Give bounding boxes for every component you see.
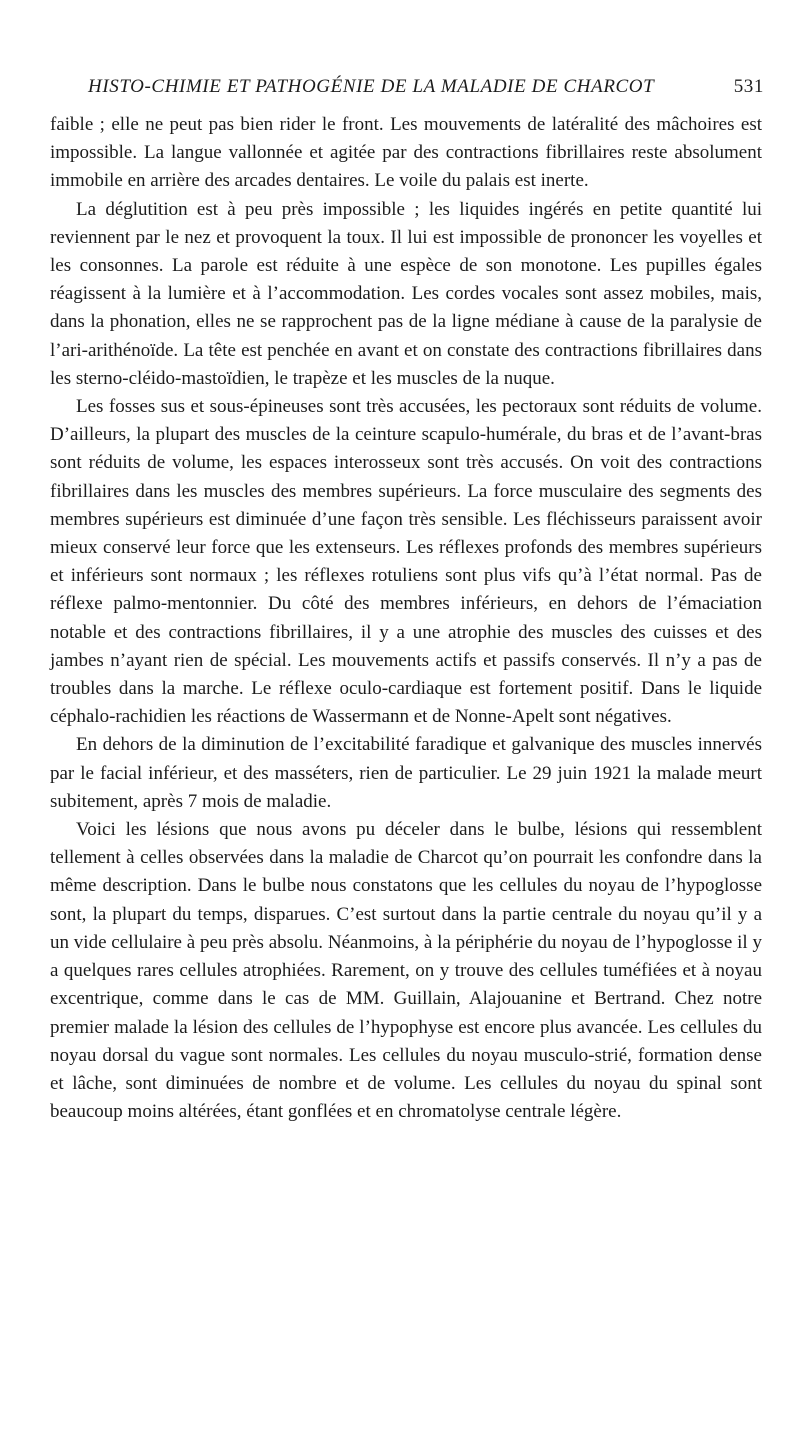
running-title: HISTO-CHIMIE ET PATHOGÉNIE DE LA MALADIE DE CHARCOT (88, 76, 655, 97)
paragraph-lesions: Voici les lésions que nous avons pu déceler dans le bulbe, lésions qui ressemblent tellement à celles observées dans la maladie de Charcot qu’on pourrait les confondre dans la même description. Dans le bulbe nous constatons que les cellules du noyau de l’hypoglosse sont, la plupart du temps, disparues. C’est surtout dans la partie centrale du noyau qu’il y a un vide cellulaire à peu près absolu. Néanmoins, à la périphérie du noyau de l’hypoglosse il y a quelques rares cellules atrophiées. Rarement, on y trouve des cellules tuméfiées et à noyau excentrique, comme dans le cas de MM. Guillain, Alajouanine et Bertrand. Chez notre premier malade la lésion des cellules de l’hypophyse est encore plus avancée. Les cellules du noyau dorsal du vague sont normales. Les cellules du noyau musculo-strié, formation dense et lâche, sont diminuées de nombre et de volume. Les cellules du noyau du spinal sont beaucoup moins altérées, étant gonflées et en chromatolyse centrale légère. (50, 819, 762, 1123)
running-header (88, 76, 764, 98)
paragraph-continuation: faible ; elle ne peut pas bien rider le front. Les mouvements de latéralité des mâchoires est impossible. La langue vallonnée et agitée par des contractions fibrillaires reste absolument immobile en arrière des arcades dentaires. Le voile du palais est inerte. (50, 114, 762, 192)
body-text (50, 111, 762, 1126)
paragraph-excitability: En dehors de la diminution de l’excitabilité faradique et galvanique des muscles innervés par le facial inférieur, et des masséters, rien de particulier. Le 29 juin 1921 la malade meurt subitement, après 7 mois de maladie. (50, 734, 762, 812)
page-number: 531 (733, 76, 764, 97)
paragraph-deglutition: La déglutition est à peu près impossible ; les liquides ingérés en petite quantité lui reviennent par le nez et provoquent la toux. Il lui est impossible de prononcer les voyelles et les consonnes. La parole est réduite à une espèce de son monotone. Les pupilles égales réagissent à la lumière et à l’accommodation. Les cordes vocales sont assez mobiles, mais, dans la phonation, elles ne se rapprochent pas de la ligne médiane à cause de la paralysie de l’ari-arithénoïde. La tête est penchée en avant et on constate des contractions fibrillaires dans les sterno-cléido-mastoïdien, le trapèze et les muscles de la nuque. (50, 198, 762, 389)
paragraph-muscles: Les fosses sus et sous-épineuses sont très accusées, les pectoraux sont réduits de volume. D’ailleurs, la plupart des muscles de la ceinture scapulo-humérale, du bras et de l’avant-bras sont réduits de volume, les espaces interosseux sont très accusés. On voit des contractions fibrillaires dans les muscles des membres supérieurs. La force musculaire des segments des membres supérieurs est diminuée d’une façon très sensible. Les fléchisseurs paraissent avoir mieux conservé leur force que les extenseurs. Les réflexes profonds des membres supérieurs et inférieurs sont normaux ; les réflexes rotuliens sont plus vifs qu’à l’état normal. Pas de réflexe palmo-mentonnier. Du côté des membres inférieurs, en dehors de l’émaciation notable et des contractions fibrillaires, il y a une atrophie des muscles des cuisses et des jambes n’ayant rien de spécial. Les mouvements actifs et passifs conservés. Il n’y a pas de troubles dans la marche. Le réflexe oculo-cardiaque est fortement positif. Dans le liquide céphalo-rachidien les réactions de Wassermann et de Nonne-Apelt sont négatives. (50, 396, 762, 728)
